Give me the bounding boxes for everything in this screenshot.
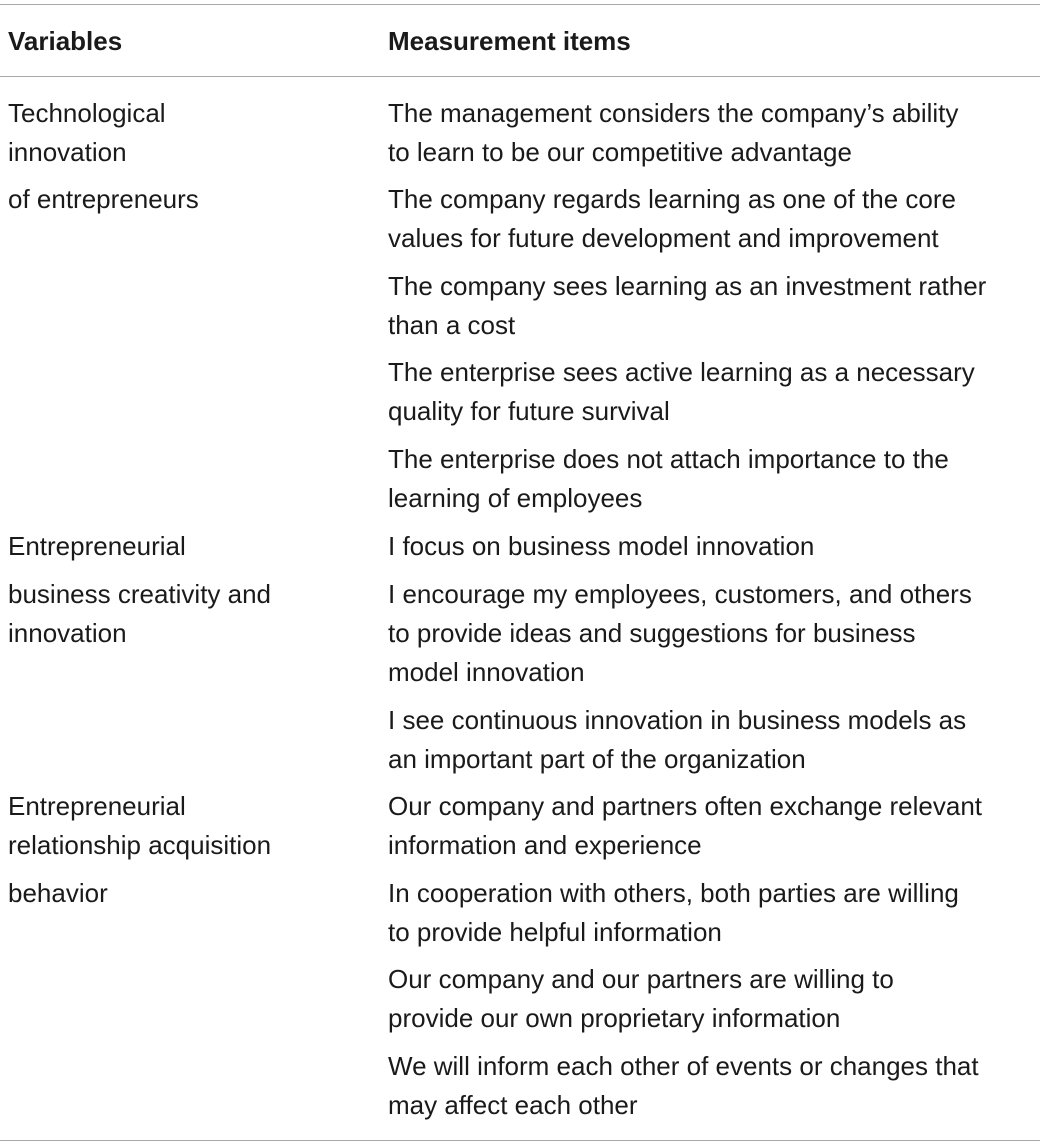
measurement-item-cell: I focus on business model innovation [388,531,815,561]
measurement-item-cell: I see continuous innovation in business models as an important part of the organization [388,705,967,774]
variable-cell: Entrepreneurial [8,531,186,561]
measurement-item-cell: Our company and partners often exchange relevant information and experience [388,791,983,860]
measurement-item-cell: In cooperation with others, both parties are willing to provide helpful information [388,878,959,947]
variable-cell: Entrepreneurial relationship acquisition [8,791,272,860]
variable-cell: Technological innovation [8,98,166,167]
table-top-rule [0,4,1040,5]
header-variables: Variables [8,26,123,56]
measurement-item-cell: The enterprise sees active learning as a necessary quality for future survival [388,357,975,426]
table-bottom-rule [0,1140,1040,1141]
variable-cell: behavior [8,878,108,908]
table-header-rule [0,76,1040,77]
variable-cell: of entrepreneurs [8,184,199,214]
measurement-item-cell: The company sees learning as an investment rather than a cost [388,271,987,340]
measurement-item-cell: The management considers the company’s ability to learn to be our competitive advantage [388,98,959,167]
header-measurement-items: Measurement items [388,26,631,56]
measurement-item-cell: Our company and our partners are willing to provide our own proprietary information [388,964,894,1033]
measurement-item-cell: I encourage my employees, customers, and others to provide ideas and suggestions for business model innovation [388,579,972,687]
measurement-item-cell: We will inform each other of events or changes that may affect each other [388,1051,979,1120]
measurement-item-cell: The company regards learning as one of the core values for future development and improvement [388,184,957,253]
measurement-item-cell: The enterprise does not attach importance to the learning of employees [388,444,949,513]
variable-cell: business creativity and innovation [8,579,272,648]
